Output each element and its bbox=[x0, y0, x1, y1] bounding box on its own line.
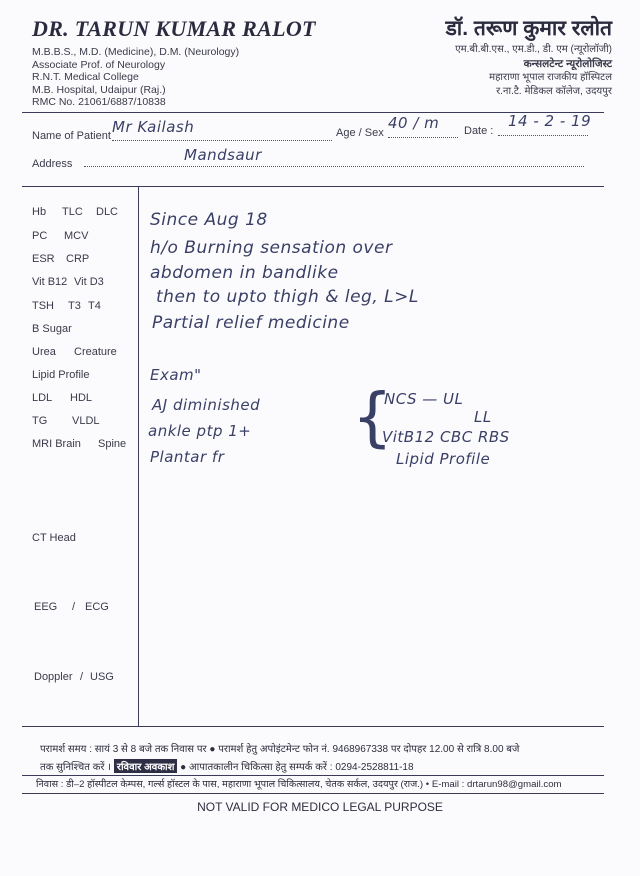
patient-name-line bbox=[112, 140, 332, 141]
investigation-column-divider bbox=[138, 186, 139, 726]
footer-divider bbox=[22, 775, 604, 776]
inv-creature: Creature bbox=[74, 346, 117, 358]
residence-address: निवास : डी–2 हॉस्पीटल केम्पस, गर्ल्स हॉस्टल के पास, महाराणा भूपाल चिकित्सालय, चेतक सर्कल, उदयपुर (राज.) • E-mail : drtarun98@gmail.com bbox=[36, 779, 562, 790]
note-abdomen: abdomen in bandlike bbox=[150, 263, 339, 283]
emergency-text: ● आपातकालीन चिकित्सा हेतु सम्पर्क करें : 0294-2528811-18 bbox=[180, 762, 414, 773]
plan-brace: { bbox=[352, 381, 393, 455]
consultation-timings: परामर्श समय : सायं 3 से 8 बजे तक निवास पर ● परामर्श हेतु अपोइंटमेन्ट फोन नं. 9468967338 पर दोपहर 12.00 से रात्रि 8.00 बजे bbox=[40, 744, 520, 755]
qual-line-hi: महाराणा भूपाल राजकीय हॉस्पिटल bbox=[489, 72, 612, 83]
inv-ct-head: CT Head bbox=[32, 532, 76, 544]
date-value: 14 - 2 - 19 bbox=[508, 112, 592, 130]
address-label: Address bbox=[32, 158, 73, 170]
inv-mri-brain: MRI Brain bbox=[32, 438, 81, 450]
qual-line: R.N.T. Medical College bbox=[32, 71, 139, 83]
inv-doppler-sep: / bbox=[80, 671, 84, 683]
qual-line: M.B. Hospital, Udaipur (Raj.) bbox=[32, 83, 166, 96]
note-since: Since Aug 18 bbox=[150, 210, 268, 230]
qual-line: Associate Prof. of Neurology bbox=[32, 58, 166, 71]
inv-ecg: ECG bbox=[85, 601, 109, 613]
footer-bottom-divider bbox=[22, 793, 604, 794]
inv-t3: T3 bbox=[68, 300, 81, 312]
address-line bbox=[84, 166, 584, 167]
body-bottom-divider bbox=[22, 726, 604, 727]
patient-name-value: Mr Kailash bbox=[112, 118, 195, 136]
inv-vitb12: Vit B12 bbox=[32, 276, 68, 288]
inv-hdl: HDL bbox=[70, 392, 93, 404]
inv-crp: CRP bbox=[66, 253, 90, 265]
inv-mcv: MCV bbox=[64, 230, 89, 242]
patient-name-label: Name of Patient bbox=[32, 130, 111, 142]
qual-line: M.B.B.S., M.D. (Medicine), D.M. (Neurology) bbox=[32, 46, 240, 58]
age-sex-label: Age / Sex bbox=[336, 127, 384, 139]
inv-pc: PC bbox=[32, 230, 48, 242]
inv-doppler: Doppler bbox=[34, 671, 73, 683]
inv-tg: TG bbox=[32, 415, 48, 427]
inv-tlc: TLC bbox=[62, 206, 83, 218]
inv-dlc: DLC bbox=[96, 206, 119, 218]
qual-line-hi: एम.बी.बी.एस., एम.डी., डी. एम (न्यूरोलॉजी) bbox=[455, 44, 612, 55]
doctor-name-hindi: डॉ. तरूण कुमार रलोत bbox=[445, 17, 612, 40]
doctor-qualifications-english bbox=[32, 46, 239, 109]
note-ncs-ll: LL bbox=[474, 408, 492, 426]
qual-line: RMC No. 21061/6887/10838 bbox=[32, 96, 166, 108]
note-vitb12: VitB12 CBC RBS bbox=[382, 428, 510, 446]
inv-vldl: VLDL bbox=[72, 415, 100, 427]
inv-esr: ESR bbox=[32, 253, 55, 265]
inv-lipid-profile: Lipid Profile bbox=[32, 369, 90, 381]
inv-eeg: EEG bbox=[34, 601, 58, 613]
inv-ldl: LDL bbox=[32, 392, 53, 404]
inv-tsh: TSH bbox=[32, 300, 54, 312]
inv-eeg-sep: / bbox=[72, 601, 76, 613]
note-ncs: NCS — UL bbox=[384, 390, 464, 408]
doctor-name-english: DR. TARUN KUMAR RALOT bbox=[32, 16, 316, 41]
note-relief: Partial relief medicine bbox=[152, 313, 350, 333]
note-lipid: Lipid Profile bbox=[396, 450, 491, 468]
inv-bsugar: B Sugar bbox=[32, 323, 72, 335]
qual-line-hi: कन्सलटेन्ट न्यूरोलोजिस्ट bbox=[523, 58, 612, 70]
inv-urea: Urea bbox=[32, 346, 56, 358]
note-exam: Exam" bbox=[150, 366, 202, 384]
disclaimer: NOT VALID FOR MEDICO LEGAL PURPOSE bbox=[197, 800, 443, 814]
note-thigh: then to upto thigh & leg, L>L bbox=[156, 287, 419, 307]
note-ankle: ankle ptp 1+ bbox=[148, 422, 252, 440]
doctor-qualifications-hindi bbox=[455, 43, 612, 99]
inv-hb: Hb bbox=[32, 206, 47, 218]
age-sex-line bbox=[388, 137, 458, 138]
inv-t4: T4 bbox=[88, 300, 101, 312]
date-line bbox=[498, 135, 588, 136]
note-history: h/o Burning sensation over bbox=[150, 238, 393, 258]
date-label: Date : bbox=[464, 125, 494, 137]
body-top-divider bbox=[22, 186, 604, 187]
age-sex-value: 40 / m bbox=[388, 114, 440, 132]
confirm-text: तक सुनिश्चित करें । bbox=[40, 762, 112, 773]
inv-vitd3: Vit D3 bbox=[74, 276, 104, 288]
note-aj: AJ diminished bbox=[152, 396, 261, 414]
qual-line-hi: र.ना.टै. मेडिकल कॉलेज, उदयपुर bbox=[496, 86, 612, 97]
address-value: Mandsaur bbox=[184, 146, 262, 164]
inv-spine: Spine bbox=[98, 438, 127, 450]
inv-usg: USG bbox=[90, 671, 114, 683]
emergency-contact bbox=[40, 759, 414, 773]
note-plantar: Plantar fr bbox=[150, 448, 225, 466]
sunday-holiday-badge: रविवार अवकाश bbox=[114, 759, 178, 773]
